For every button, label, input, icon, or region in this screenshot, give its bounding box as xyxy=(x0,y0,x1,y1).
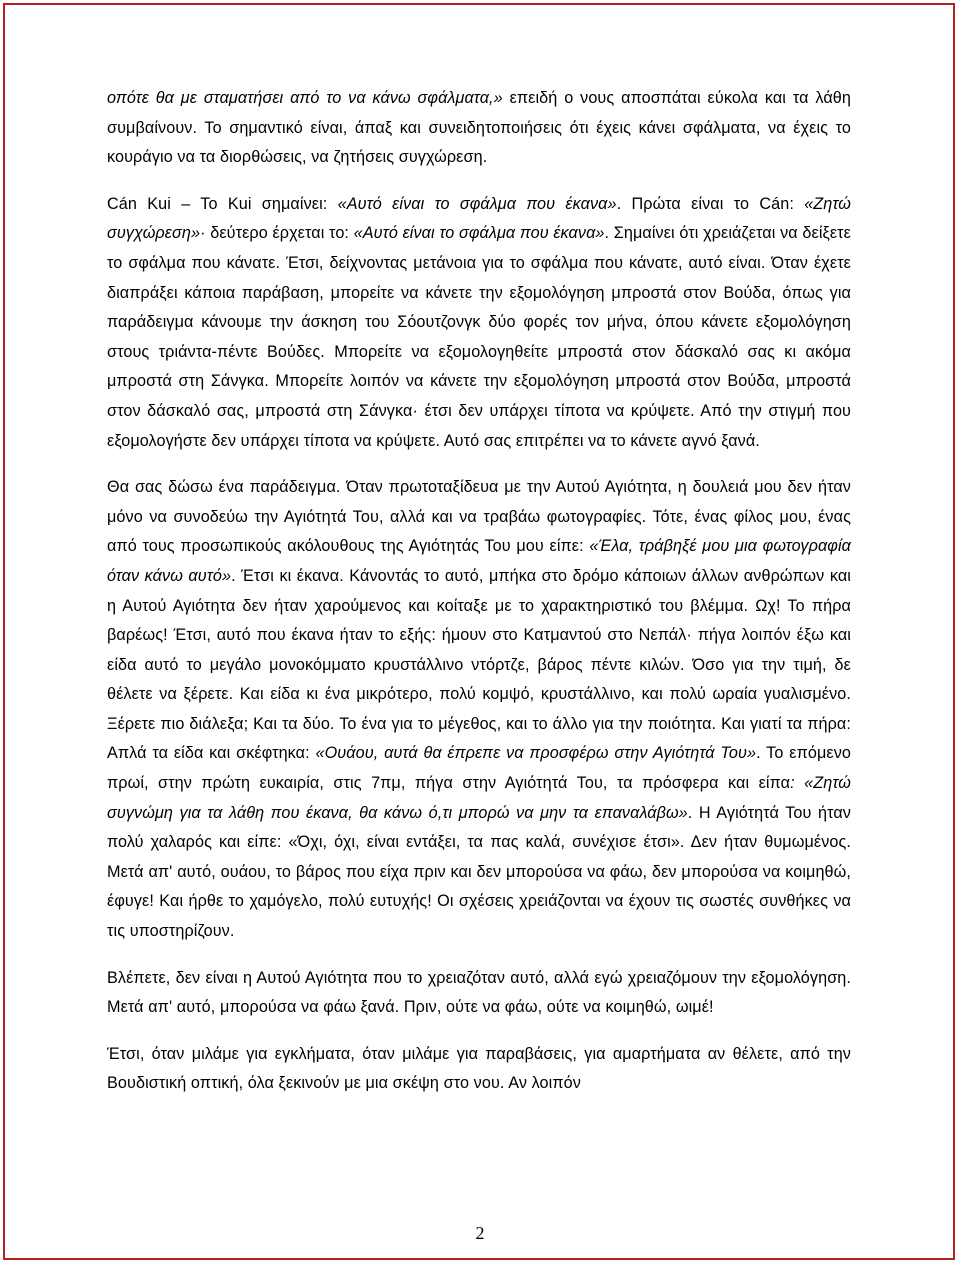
italic-quote: «Αυτό είναι το σφάλμα που έκανα» xyxy=(337,194,617,213)
paragraph xyxy=(107,1040,851,1099)
italic-quote: «Ουάου, αυτά θα έπρεπε να προσφέρω στην Αγιότητά Του» xyxy=(315,744,757,763)
text-run: . Έτσι κι έκανα. Κάνοντάς το αυτό, μπήκα στο δρόμο κάποιων άλλων ανθρώπων και η Αυτού Αγιότητα δεν ήταν χαρούμενος και κοίταξε με το χαρακτηριστικό του βλέμμα. Ωχ! Το πήρα βαρέως! Έτσι, αυτό που έκανα ήταν το εξής: ήμουν στο Κατμαντού στο Νεπάλ· πήγα λοιπόν έξω και είδα αυτό το μεγάλο μονοκόμματο κρυστάλλινο ντόρτζε, βάρος πέντε κιλών. Όσο για την τιμή, δε θέλετε να ξέρετε. Και είδα κι ένα μικρότερο, πολύ κομψό, κρυστάλλινο, και πολύ ωραία γυαλισμένο. Ξέρετε πιο διάλεξα; Και τα δύο. Το ένα για το μέγεθος, και το άλλο για την ποιότητα. Και γιατί τα πήρα: Απλά τα είδα και σκέφτηκα: xyxy=(107,566,851,763)
text-run: Βλέπετε, δεν είναι η Αυτού Αγιότητα που το χρειαζόταν αυτό, αλλά εγώ χρειαζόμουν την εξομολόγηση. Μετά απ' αυτό, μπορούσα να φάω ξανά. Πριν, ούτε να φάω, ούτε να κοιμηθώ, ωιμέ! xyxy=(107,968,851,1017)
italic-quote: «Αυτό είναι το σφάλμα που έκανα» xyxy=(353,224,605,243)
paragraph xyxy=(107,964,851,1023)
text-run: . Πρώτα είναι το Cán: xyxy=(616,194,805,213)
text-run: Έτσι, όταν μιλάμε για εγκλήματα, όταν μιλάμε για παραβάσεις, για αμαρτήματα αν θέλετε, από την Βουδιστική οπτική, όλα ξεκινούν με μια σκέψη στο νου. Αν λοιπόν xyxy=(107,1044,851,1093)
italic-quote: «Ζητώ συγχώρεση»· xyxy=(107,194,851,243)
page-number: 2 xyxy=(475,1223,485,1243)
text-run: . Το επόμενο πρωί, στην πρώτη ευκαιρία, στις 7πμ, πήγα στην Αγιότητά Του, τα πρόσφερα και είπα xyxy=(107,744,851,793)
text-run: δεύτερο έρχεται το: xyxy=(205,224,354,243)
text-run: . Σημαίνει ότι χρειάζεται να δείξετε το σφάλμα που κάνατε. Έτσι, δείχνοντας μετάνοια για το σφάλμα που κάνατε, αυτό είναι. Όταν έχετε διαπράξει κάποια παράβαση, μπορείτε να κάνετε την εξομολόγηση μπροστά στον Βούδα, όπως για παράδειγμα κάνουμε την άσκηση του Σόουτζονγκ δύο φορές τον μήνα, όπου κάνετε εξομολόγηση στους τριάντα-πέντε Βούδες. Μπορείτε να εξομολογηθείτε μπροστά στον δάσκαλό σας κι ακόμα μπροστά στη Σάνγκα. Μπορείτε λοιπόν να κάνετε την εξομολόγηση μπροστά στον Βούδα, μπροστά στον δάσκαλό σας, μπροστά στη Σάνγκα· έτσι δεν υπάρχει τίποτα να κρύψετε. Από την στιγμή που εξομολογήστε δεν υπάρχει τίποτα να κρύψετε. Αυτό σας επιτρέπει να το κάνετε αγνό ξανά. xyxy=(107,224,851,450)
text-run: επειδή ο νους αποσπάται εύκολα και τα λάθη συμβαίνουν. Το σημαντικό είναι, άπαξ και συνειδητοποιήσεις ότι έχεις κάνει σφάλματα, να έχεις το κουράγιο να τα διορθώσεις, να ζητήσεις συγχώρεση. xyxy=(107,89,851,167)
italic-quote: οπότε θα με σταματήσει από το να κάνω σφάλματα,» xyxy=(107,89,503,107)
paragraph xyxy=(107,473,851,947)
paragraph xyxy=(107,84,851,173)
text-run: . Η Αγιότητά Του ήταν πολύ χαλαρός και είπε: «Όχι, όχι, είναι εντάξει, τα πας καλά, συνέχισε έτσι». Δεν ήταν θυμωμένος. Μετά απ' αυτό, ουάου, το βάρος που είχα πριν και δεν μπορούσα να φάω, δεν μπορούσα να κοιμηθώ, έφυγε! Και ήρθε το χαμόγελο, πολύ ευτυχής! Οι σχέσεις χρειάζονται να έχουν τις σωστές συνθήκες να τις υποστηρίζουν. xyxy=(107,803,852,941)
text-run: Θα σας δώσω ένα παράδειγμα. Όταν πρωτοταξίδευα με την Αυτού Αγιότητα, η δουλειά μου δεν ήταν μόνο να συνοδεύω την Αγιότητά Του, αλλά και να τραβάω φωτογραφίες. Τότε, ένας φίλος μου, ένας από τους προσωπικούς ακόλουθους της Αγιότητάς Του μου είπε: xyxy=(107,478,851,556)
document-body xyxy=(107,84,851,1116)
text-run: Cán Kui – To Kui σημαίνει: xyxy=(107,194,338,213)
paragraph xyxy=(107,190,851,456)
italic-quote: «Έλα, τράβηξέ μου μια φωτογραφία όταν κάνω αυτό» xyxy=(107,537,851,585)
italic-quote: : «Ζητώ συγνώμη για τα λάθη που έκανα, θα κάνω ό,τι μπορώ να μην τα επαναλάβω» xyxy=(107,774,851,822)
